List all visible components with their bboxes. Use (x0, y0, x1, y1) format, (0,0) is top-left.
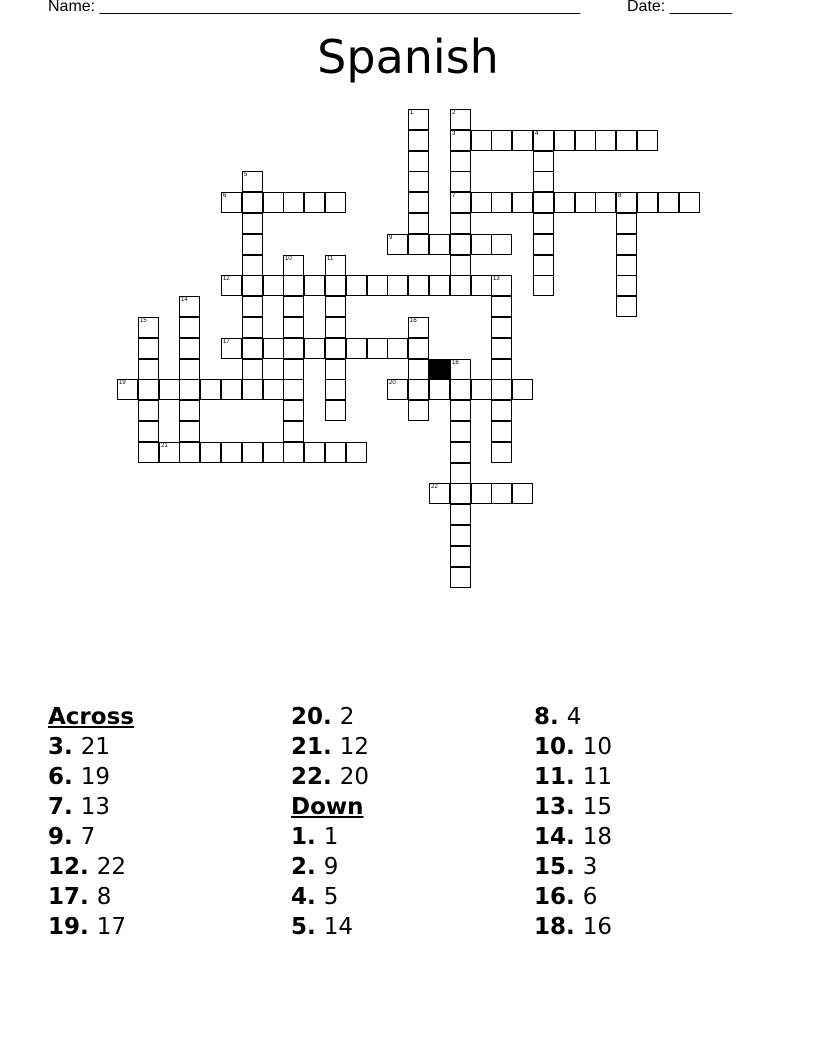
clue-number: 10 (285, 256, 292, 262)
name-field[interactable]: Name: ______________________________________________________ (48, 0, 581, 15)
crossword-cell[interactable] (450, 275, 471, 296)
crossword-cell[interactable] (533, 255, 554, 276)
clue-item (291, 882, 531, 912)
clue-number: 2 (452, 110, 456, 116)
crossword-cell[interactable] (533, 234, 554, 255)
clue-number: 15 (140, 318, 147, 324)
crossword-cell[interactable] (346, 275, 367, 296)
clue-text: 5 (323, 884, 339, 910)
clue-text: 22 (96, 854, 127, 880)
clue-item (534, 762, 774, 792)
clue-number: 11 (327, 256, 334, 262)
clue-number: 5. (291, 914, 324, 940)
crossword-cell[interactable] (138, 379, 159, 400)
crossword-cell[interactable] (450, 192, 471, 213)
page-title: Spanish (317, 30, 499, 84)
crossword-cell[interactable] (179, 421, 200, 442)
clue-number: 12. (48, 854, 97, 880)
crossword-cell[interactable] (408, 151, 429, 172)
crossword-cell[interactable] (616, 296, 637, 317)
crossword-cell[interactable] (138, 338, 159, 359)
clue-number: 22. (291, 764, 340, 790)
crossword-cell[interactable] (408, 338, 429, 359)
clue-text: 12 (339, 734, 370, 760)
crossword-cell[interactable] (325, 296, 346, 317)
clue-item (534, 702, 774, 732)
crossword-cell[interactable] (179, 379, 200, 400)
clue-text: 6 (582, 884, 598, 910)
crossword-cell[interactable] (408, 234, 429, 255)
crossword-cell[interactable] (283, 379, 304, 400)
clue-number: 14 (181, 297, 188, 303)
crossword-cell[interactable] (450, 109, 471, 130)
clue-text: 3 (582, 854, 598, 880)
crossword-cell[interactable] (263, 338, 284, 359)
crossword-cell[interactable] (512, 483, 533, 504)
crossword-cell[interactable] (283, 359, 304, 380)
crossword-cell[interactable] (450, 234, 471, 255)
clue-text: 8 (96, 884, 112, 910)
crossword-cell[interactable] (221, 338, 242, 359)
crossword-black-cell (429, 359, 450, 380)
clue-text: 7 (80, 824, 96, 850)
crossword-cell[interactable] (283, 296, 304, 317)
crossword-cell[interactable] (283, 338, 304, 359)
crossword-cell[interactable] (471, 379, 492, 400)
crossword-cell[interactable] (512, 130, 533, 151)
crossword-cell[interactable] (242, 442, 263, 463)
crossword-cell[interactable] (242, 338, 263, 359)
crossword-cell[interactable] (117, 379, 138, 400)
crossword-cell[interactable] (408, 192, 429, 213)
crossword-cell[interactable] (283, 317, 304, 338)
clue-number: 21 (161, 443, 168, 449)
crossword-cell[interactable] (575, 130, 596, 151)
clue-number: 19 (119, 380, 126, 386)
clue-item (291, 702, 531, 732)
crossword-cell[interactable] (429, 483, 450, 504)
clue-item (48, 762, 288, 792)
crossword-cell[interactable] (450, 483, 471, 504)
clue-number: 6 (223, 193, 227, 199)
crossword-cell[interactable] (491, 296, 512, 317)
crossword-cell[interactable] (179, 338, 200, 359)
crossword-cell[interactable] (491, 421, 512, 442)
clue-item (48, 822, 288, 852)
crossword-cell[interactable] (346, 338, 367, 359)
crossword-cell[interactable] (138, 421, 159, 442)
clue-number: 5 (244, 172, 248, 178)
crossword-cell[interactable] (471, 275, 492, 296)
crossword-cell[interactable] (450, 442, 471, 463)
crossword-cell[interactable] (429, 275, 450, 296)
crossword-cell[interactable] (450, 130, 471, 151)
clue-item (291, 732, 531, 762)
clue-number: 10. (534, 734, 583, 760)
clue-number: 7. (48, 794, 81, 820)
crossword-cell[interactable] (450, 525, 471, 546)
crossword-cell[interactable] (179, 296, 200, 317)
crossword-cell[interactable] (159, 379, 180, 400)
down-heading: Down (291, 794, 364, 820)
crossword-cell[interactable] (512, 192, 533, 213)
clue-item (291, 762, 531, 792)
crossword-cell[interactable] (325, 317, 346, 338)
crossword-cell[interactable] (408, 109, 429, 130)
crossword-cell[interactable] (179, 359, 200, 380)
crossword-cell[interactable] (491, 400, 512, 421)
crossword-cell[interactable] (491, 359, 512, 380)
clue-text: 10 (582, 734, 613, 760)
crossword-cell[interactable] (533, 171, 554, 192)
clue-text: 18 (582, 824, 613, 850)
clue-number: 3 (452, 131, 456, 137)
clue-column-2 (291, 702, 531, 942)
crossword-cell[interactable] (408, 359, 429, 380)
clue-item (534, 822, 774, 852)
clue-text: 4 (566, 704, 582, 730)
clue-text: 14 (323, 914, 354, 940)
clue-item (534, 912, 774, 942)
crossword-cell[interactable] (616, 275, 637, 296)
crossword-cell[interactable] (533, 151, 554, 172)
crossword-cell[interactable] (325, 275, 346, 296)
clue-number: 7 (452, 193, 456, 199)
clue-number: 9. (48, 824, 81, 850)
crossword-cell[interactable] (408, 379, 429, 400)
crossword-cell[interactable] (367, 338, 388, 359)
crossword-cell[interactable] (242, 379, 263, 400)
crossword-cell[interactable] (200, 379, 221, 400)
crossword-cell[interactable] (325, 255, 346, 276)
crossword-cell[interactable] (242, 317, 263, 338)
crossword-cell[interactable] (429, 379, 450, 400)
crossword-cell[interactable] (242, 171, 263, 192)
crossword-cell[interactable] (263, 275, 284, 296)
crossword-cell[interactable] (637, 192, 658, 213)
crossword-cell[interactable] (346, 442, 367, 463)
crossword-cell[interactable] (242, 213, 263, 234)
clue-number: 13. (534, 794, 583, 820)
crossword-cell[interactable] (304, 275, 325, 296)
crossword-cell[interactable] (450, 504, 471, 525)
crossword-cell[interactable] (450, 567, 471, 588)
crossword-cell[interactable] (512, 379, 533, 400)
crossword-cell[interactable] (325, 192, 346, 213)
crossword-cell[interactable] (554, 192, 575, 213)
clue-item (534, 882, 774, 912)
clue-number: 9 (389, 235, 393, 241)
crossword-cell[interactable] (138, 317, 159, 338)
crossword-cell[interactable] (283, 400, 304, 421)
clue-number: 1 (410, 110, 414, 116)
crossword-cell[interactable] (387, 234, 408, 255)
clue-number: 11. (534, 764, 583, 790)
crossword-cell[interactable] (221, 275, 242, 296)
crossword-cell[interactable] (450, 151, 471, 172)
clue-text: 17 (96, 914, 127, 940)
clue-number: 4. (291, 884, 324, 910)
clue-number: 6. (48, 764, 81, 790)
across-heading: Across (48, 704, 134, 730)
crossword-cell[interactable] (283, 192, 304, 213)
clue-number: 15. (534, 854, 583, 880)
clue-number: 2. (291, 854, 324, 880)
crossword-cell[interactable] (491, 192, 512, 213)
crossword-cell[interactable] (575, 192, 596, 213)
clue-text: 19 (80, 764, 111, 790)
clue-number: 8 (618, 193, 622, 199)
clue-number: 1. (291, 824, 324, 850)
crossword-cell[interactable] (179, 442, 200, 463)
crossword-cell[interactable] (387, 379, 408, 400)
crossword-cell[interactable] (325, 379, 346, 400)
crossword-cell[interactable] (242, 296, 263, 317)
crossword-cell[interactable] (242, 255, 263, 276)
clue-number: 21. (291, 734, 340, 760)
crossword-cell[interactable] (491, 338, 512, 359)
date-field[interactable]: Date: _______ (627, 0, 732, 15)
crossword-cell[interactable] (325, 400, 346, 421)
crossword-cell[interactable] (242, 275, 263, 296)
crossword-cell[interactable] (450, 421, 471, 442)
crossword-cell[interactable] (221, 192, 242, 213)
crossword-cell[interactable] (221, 442, 242, 463)
crossword-cell[interactable] (491, 130, 512, 151)
crossword-cell[interactable] (138, 442, 159, 463)
crossword-cell[interactable] (283, 275, 304, 296)
crossword-cell[interactable] (263, 379, 284, 400)
crossword-cell[interactable] (408, 400, 429, 421)
crossword-cell[interactable] (325, 359, 346, 380)
crossword-cell[interactable] (595, 192, 616, 213)
crossword-cell[interactable] (325, 338, 346, 359)
crossword-cell[interactable] (450, 400, 471, 421)
crossword-cell[interactable] (491, 379, 512, 400)
crossword-cell[interactable] (491, 483, 512, 504)
clue-text: 1 (323, 824, 339, 850)
crossword-cell[interactable] (159, 442, 180, 463)
crossword-cell[interactable] (533, 275, 554, 296)
clue-column-3 (534, 702, 774, 942)
clue-item (48, 792, 288, 822)
clue-number: 17 (223, 339, 230, 345)
crossword-cell[interactable] (658, 192, 679, 213)
crossword-cell[interactable] (533, 192, 554, 213)
crossword-cell[interactable] (491, 442, 512, 463)
crossword-cell[interactable] (450, 546, 471, 567)
clue-number: 8. (534, 704, 567, 730)
clue-item (48, 882, 288, 912)
crossword-cell[interactable] (533, 130, 554, 151)
crossword-cell[interactable] (637, 130, 658, 151)
crossword-cell[interactable] (408, 171, 429, 192)
crossword-cell[interactable] (450, 213, 471, 234)
crossword-cell[interactable] (408, 317, 429, 338)
crossword-cell[interactable] (616, 213, 637, 234)
crossword-cell[interactable] (387, 275, 408, 296)
crossword-cell[interactable] (242, 234, 263, 255)
clue-text: 2 (339, 704, 355, 730)
crossword-cell[interactable] (616, 234, 637, 255)
crossword-cell[interactable] (179, 400, 200, 421)
crossword-cell[interactable] (429, 234, 450, 255)
clue-number: 20 (389, 380, 396, 386)
clue-text: 16 (582, 914, 613, 940)
clue-text: 13 (80, 794, 111, 820)
crossword-cell[interactable] (450, 379, 471, 400)
clue-item (291, 912, 531, 942)
clue-text: 15 (582, 794, 613, 820)
crossword-cell[interactable] (616, 130, 637, 151)
crossword-cell[interactable] (138, 400, 159, 421)
clue-number: 20. (291, 704, 340, 730)
crossword-cell[interactable] (221, 379, 242, 400)
crossword-cell[interactable] (471, 483, 492, 504)
crossword-cell[interactable] (283, 421, 304, 442)
clue-number: 18 (452, 360, 459, 366)
clue-item (534, 852, 774, 882)
crossword-cell[interactable] (554, 130, 575, 151)
crossword-cell[interactable] (242, 192, 263, 213)
clue-number: 16. (534, 884, 583, 910)
crossword-cell[interactable] (200, 442, 221, 463)
crossword-cell[interactable] (283, 255, 304, 276)
clue-item (291, 852, 531, 882)
crossword-cell[interactable] (408, 213, 429, 234)
clue-item (48, 732, 288, 762)
clue-text: 11 (582, 764, 613, 790)
clue-number: 14. (534, 824, 583, 850)
clue-item (48, 912, 288, 942)
crossword-cell[interactable] (471, 234, 492, 255)
clue-number: 4 (535, 131, 539, 137)
clue-item (534, 732, 774, 762)
crossword-cell[interactable] (367, 275, 388, 296)
crossword-cell[interactable] (304, 192, 325, 213)
clue-number: 3. (48, 734, 81, 760)
clue-number: 16 (410, 318, 417, 324)
crossword-cell[interactable] (471, 130, 492, 151)
clue-number: 17. (48, 884, 97, 910)
crossword-cell[interactable] (616, 255, 637, 276)
crossword-cell[interactable] (242, 359, 263, 380)
crossword-cell[interactable] (283, 442, 304, 463)
crossword-cell[interactable] (450, 359, 471, 380)
crossword-cell[interactable] (533, 213, 554, 234)
crossword-cell[interactable] (491, 275, 512, 296)
crossword-cell[interactable] (491, 234, 512, 255)
clue-number: 22 (431, 484, 438, 490)
clue-text: 21 (80, 734, 111, 760)
crossword-cell[interactable] (491, 317, 512, 338)
crossword-cell[interactable] (679, 192, 700, 213)
clue-item (534, 792, 774, 822)
clue-column-1 (48, 702, 288, 942)
clue-text: 9 (323, 854, 339, 880)
crossword-cell[interactable] (304, 442, 325, 463)
crossword-cell[interactable] (450, 463, 471, 484)
crossword-cell[interactable] (263, 192, 284, 213)
crossword-cell[interactable] (595, 130, 616, 151)
clue-number: 19. (48, 914, 97, 940)
crossword-cell[interactable] (387, 338, 408, 359)
crossword-cell[interactable] (450, 255, 471, 276)
crossword-cell[interactable] (471, 192, 492, 213)
crossword-cell[interactable] (179, 317, 200, 338)
clue-text: 20 (339, 764, 370, 790)
crossword-cell[interactable] (450, 171, 471, 192)
clue-number: 18. (534, 914, 583, 940)
clue-item (291, 822, 531, 852)
crossword-cell[interactable] (263, 442, 284, 463)
crossword-cell[interactable] (408, 275, 429, 296)
crossword-cell[interactable] (325, 442, 346, 463)
crossword-cell[interactable] (304, 338, 325, 359)
clue-item (48, 852, 288, 882)
clue-number: 13 (493, 276, 500, 282)
crossword-cell[interactable] (408, 130, 429, 151)
crossword-cell[interactable] (616, 192, 637, 213)
crossword-cell[interactable] (138, 359, 159, 380)
clue-number: 12 (223, 276, 230, 282)
